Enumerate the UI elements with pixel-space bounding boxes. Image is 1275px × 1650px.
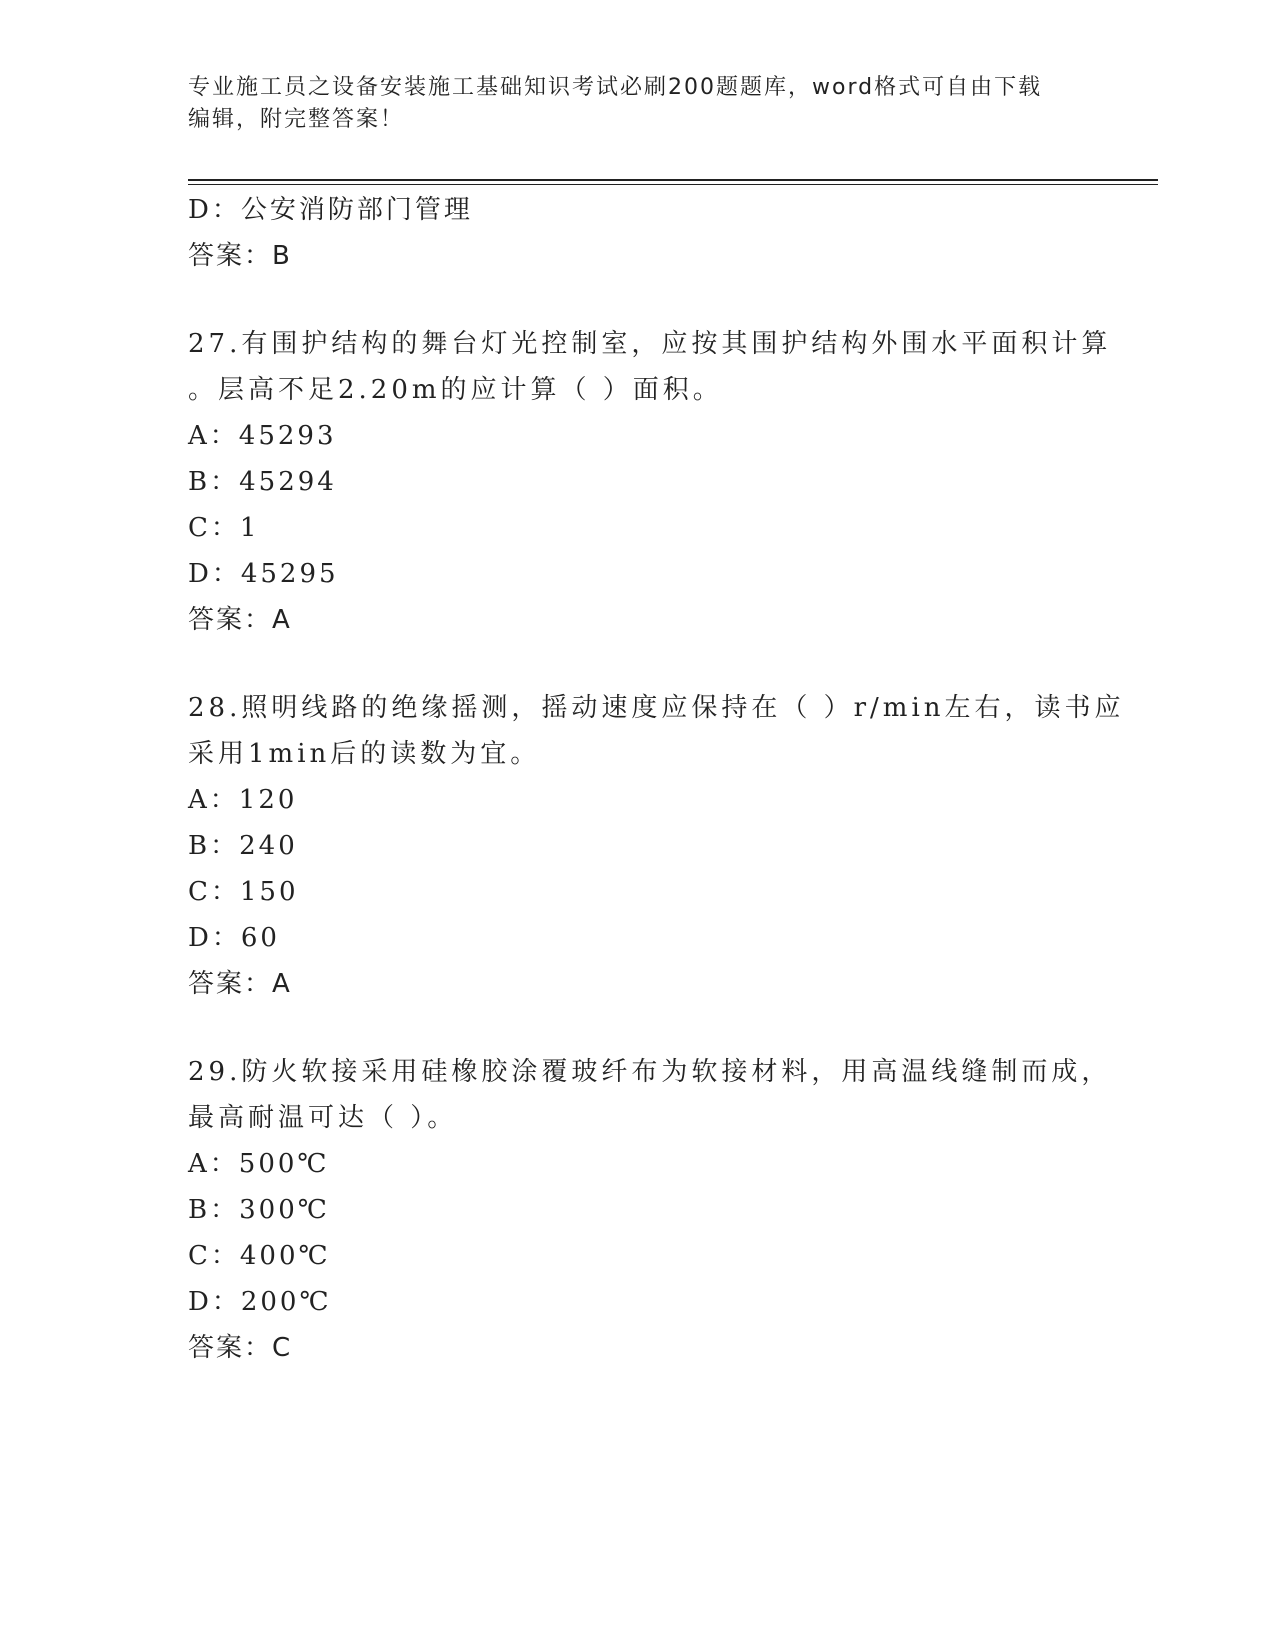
question-text-line: 29.防火软接采用硅橡胶涂覆玻纤布为软接材料，用高温线缝制而成， <box>188 1057 1112 1087</box>
option-c: C：150 <box>188 877 299 907</box>
document-header <box>188 72 1088 136</box>
question-27 <box>188 321 1112 413</box>
answer-line: 答案：B <box>188 241 292 271</box>
question-text-line: 27.有围护结构的舞台灯光控制室，应按其围护结构外围水平面积计算 <box>188 329 1112 359</box>
question-text-line: 最高耐温可达（ ）。 <box>188 1103 458 1133</box>
option-c: C：1 <box>188 513 260 543</box>
previous-question-tail <box>188 187 1088 279</box>
option-a: A：45293 <box>188 421 337 451</box>
question-29 <box>188 1049 1112 1141</box>
option-b: B：240 <box>188 831 298 861</box>
question-text-line: 28.照明线路的绝缘摇测，摇动速度应保持在（ ）r/min左右，读书应 <box>188 693 1125 723</box>
header-line-1: 专业施工员之设备安装施工基础知识考试必刷200题题库，word格式可自由下载 <box>188 75 1043 100</box>
header-divider-thin <box>188 184 1158 185</box>
answer-line: 答案：A <box>188 969 292 999</box>
option-c: C：400℃ <box>188 1241 331 1271</box>
option-b: B：300℃ <box>188 1195 330 1225</box>
question-text-line: 。层高不足2.20m的应计算（ ）面积。 <box>188 375 723 405</box>
document-body <box>188 187 1125 1371</box>
option-b: B：45294 <box>188 467 337 497</box>
answer-line: 答案：A <box>188 605 292 635</box>
option-d: D：公安消防部门管理 <box>188 195 473 225</box>
answer-line: 答案：C <box>188 1333 293 1363</box>
header-line-2: 编辑，附完整答案！ <box>188 107 405 132</box>
header-divider-thick <box>188 179 1158 181</box>
question-28 <box>188 685 1125 777</box>
option-a: A：500℃ <box>188 1149 330 1179</box>
option-d: D：200℃ <box>188 1287 332 1317</box>
question-text-line: 采用1min后的读数为宜。 <box>188 739 541 769</box>
option-a: A：120 <box>188 785 298 815</box>
option-d: D：60 <box>188 923 280 953</box>
option-d: D：45295 <box>188 559 339 589</box>
